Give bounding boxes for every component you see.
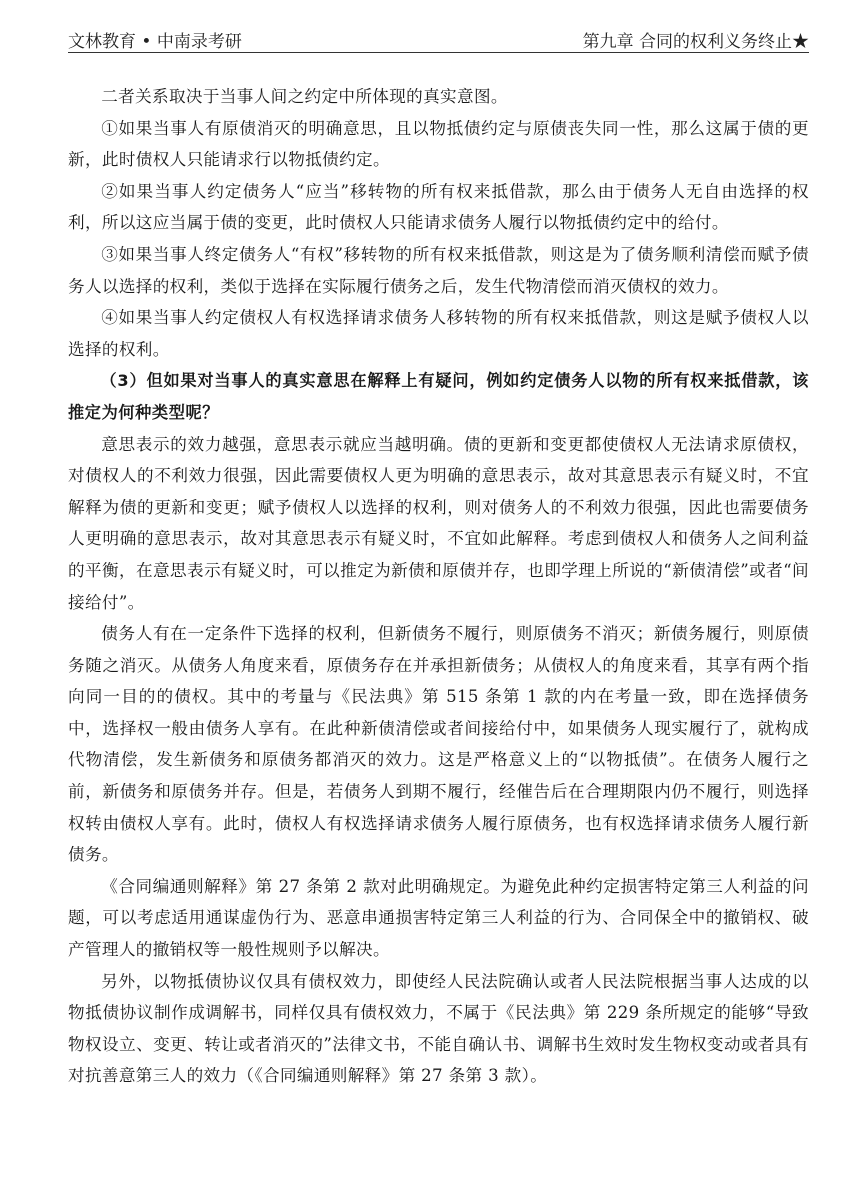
paragraph-case-1: ①如果当事人有原债消灭的明确意思，且以物抵债约定与原债丧失同一性，那么这属于债的更新，此时债权人只能请求行以物抵债约定。	[68, 118, 809, 170]
paragraph-interpretation-rule: 《合同编通则解释》第 27 条第 2 款对此明确规定。为避免此种约定损害特定第三人利益的问题，可以考虑适用通谋虚伪行为、恶意串通损害特定第三人利益的行为、合同保全中的撤销权、破产管理人的撤销权等一般性规则予以解决。	[68, 876, 809, 960]
paragraph-effect: 另外，以物抵债协议仅具有债权效力，即使经人民法院确认或者人民法院根据当事人达成的以物抵债协议制作成调解书，同样仅具有债权效力，不属于《民法典》第 229 条所规定的能够“导致物权设立、变更、转让或者消灭的”法律文书，不能自确认书、调解书生效时发生物权变动或者具有对抗善意第三人的效力（《合同编通则解释》第 27 条第 3 款）。	[68, 971, 809, 1086]
header-publisher: 文林教育 • 中南录考研	[68, 32, 242, 52]
paragraph-intro: 二者关系取决于当事人间之约定中所体现的真实意图。	[101, 87, 508, 106]
paragraph-analysis: 意思表示的效力越强，意思表示就应当越明确。债的更新和变更都使债权人无法请求原债权，对债权人的不利效力很强，因此需要债权人更为明确的意思表示，故对其意思表示有疑义时，不宜解释为债的更新和变更；赋予债权人以选择的权利，则对债务人的不利效力很强，因此也需要债务人更明确的意思表示，故对其意思表示有疑义时，不宜如此解释。考虑到债权人和债务人之间利益的平衡，在意思表示有疑义时，可以推定为新债和原债并存，也即学理上所说的“新债清偿”或者“间接给付”。	[68, 434, 809, 612]
paragraph-case-2: ②如果当事人约定债务人“应当”移转物的所有权来抵借款，那么由于债务人无自由选择的权利，所以这应当属于债的变更，此时债权人只能请求债务人履行以物抵债约定中的给付。	[68, 181, 809, 233]
paragraph-case-4: ④如果当事人约定债权人有权选择请求债务人移转物的所有权来抵借款，则这是赋予债权人以选择的权利。	[68, 308, 809, 359]
running-header	[68, 0, 809, 53]
header-chapter-title: 第九章 合同的权利义务终止★	[582, 32, 809, 52]
question-heading: （3）但如果对当事人的真实意思在解释上有疑问，例如约定债务人以物的所有权来抵借款，该推定为何种类型呢？	[68, 371, 809, 422]
page-body	[68, 53, 809, 1092]
paragraph-case-3: ③如果当事人终定债务人“有权”移转物的所有权来抵借款，则这是为了债务顺利清偿而赋予债务人以选择的权利，类似于选择在实际履行债务之后，发生代物清偿而消灭债权的效力。	[68, 244, 809, 296]
paragraph-new-debt: 债务人有在一定条件下选择的权利，但新债务不履行，则原债务不消灭；新债务履行，则原债务随之消灭。从债务人角度来看，原债务存在并承担新债务；从债权人的角度来看，其享有两个指向同一目的的债权。其中的考量与《民法典》第 515 条第 1 款的内在考量一致，即在选择债务中，选择权一般由债务人享有。在此种新债清偿或者间接给付中，如果债务人现实履行了，就构成代物清偿，发生新债务和原债务都消灭的效力。这是严格意义上的“以物抵债”。在债务人履行之前，新债务和原债务并存。但是，若债务人到期不履行，经催告后在合理期限内仍不履行，则选择权转由债权人享有。此时，债权人有权选择请求债务人履行原债务，也有权选择请求债务人履行新债务。	[68, 624, 809, 865]
